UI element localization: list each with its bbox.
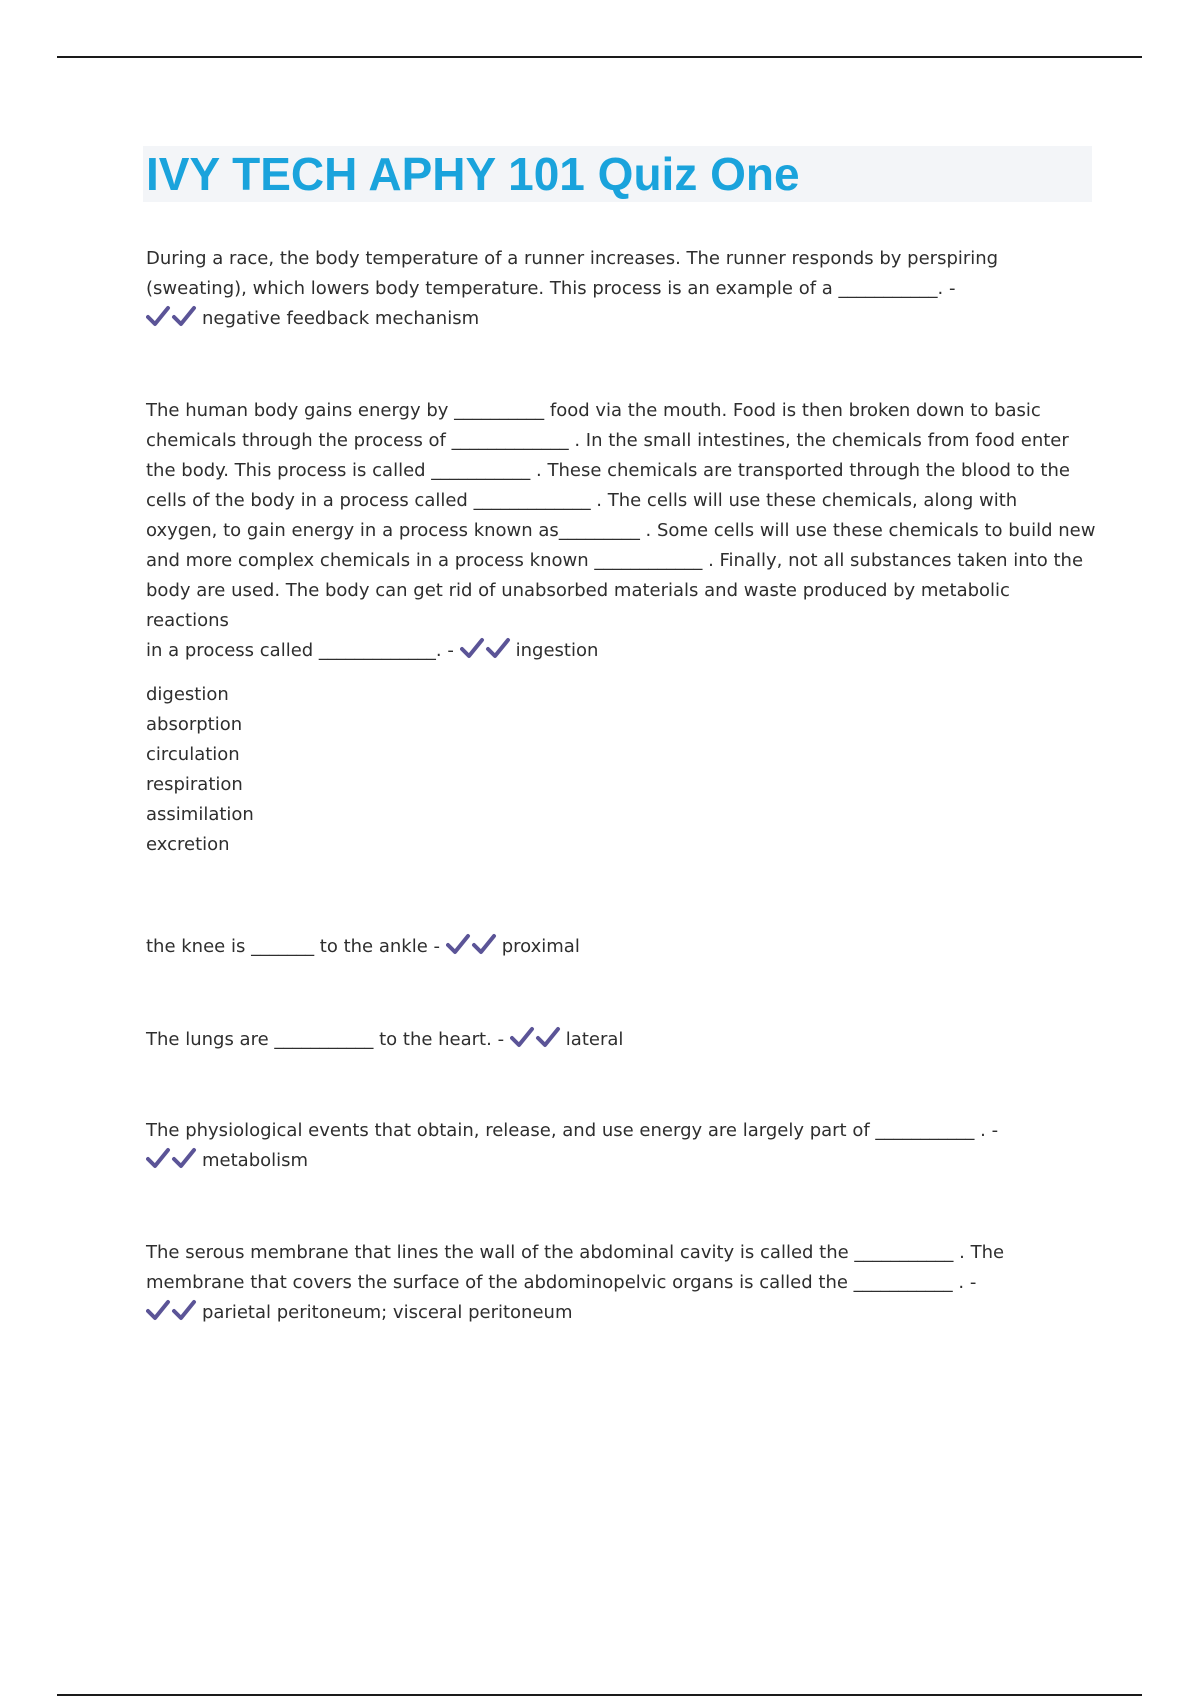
question-2-line-5: oxygen, to gain energy in a process known as_________ . Some cells will use these chemicals to build new bbox=[146, 520, 1096, 541]
question-4-answer: lateral bbox=[565, 1029, 624, 1050]
question-5-answer-line bbox=[146, 1146, 1096, 1176]
list-item: circulation bbox=[146, 744, 240, 765]
question-5 bbox=[146, 1116, 1096, 1176]
question-1-answer-line bbox=[146, 304, 1096, 334]
question-3-text: the knee is _______ to the ankle - bbox=[146, 936, 440, 957]
list-item: excretion bbox=[146, 834, 230, 855]
list-item: respiration bbox=[146, 774, 243, 795]
list-item: digestion bbox=[146, 684, 229, 705]
list-item: absorption bbox=[146, 714, 243, 735]
quiz-content bbox=[146, 244, 1096, 1328]
question-2-answer: ingestion bbox=[515, 640, 599, 661]
question-3 bbox=[146, 932, 1096, 962]
question-1 bbox=[146, 244, 1096, 334]
question-6-line-1: The serous membrane that lines the wall of the abdominal cavity is called the ___________ . The bbox=[146, 1242, 1005, 1263]
question-2-line-6: and more complex chemicals in a process known ____________ . Finally, not all substances taken into the bbox=[146, 550, 1084, 571]
question-4-text: The lungs are ___________ to the heart. - bbox=[146, 1029, 505, 1050]
question-2-line-2: chemicals through the process of _____________ . In the small intestines, the chemicals from food enter bbox=[146, 430, 1069, 451]
question-2-line-1: The human body gains energy by __________ food via the mouth. Food is then broken down to basic bbox=[146, 400, 1041, 421]
question-2 bbox=[146, 396, 1096, 860]
question-2-answer-list bbox=[146, 680, 1096, 860]
question-6-answer-line bbox=[146, 1298, 1096, 1328]
top-rule bbox=[57, 56, 1142, 58]
double-check-icon bbox=[146, 1147, 198, 1169]
question-6-line-2: membrane that covers the surface of the abdominopelvic organs is called the ___________ . - bbox=[146, 1272, 977, 1293]
question-3-line bbox=[146, 932, 1096, 962]
question-1-line-1: During a race, the body temperature of a runner increases. The runner responds by perspiring bbox=[146, 248, 999, 269]
question-6-answer: parietal peritoneum; visceral peritoneum bbox=[202, 1302, 573, 1323]
list-item: assimilation bbox=[146, 804, 254, 825]
question-2-line-3: the body. This process is called ___________ . These chemicals are transported through the blood to the bbox=[146, 460, 1070, 481]
question-5-answer: metabolism bbox=[202, 1150, 309, 1171]
question-2-line-4: cells of the body in a process called _____________ . The cells will use these chemicals, along with bbox=[146, 490, 1018, 511]
double-check-icon bbox=[146, 305, 198, 327]
double-check-icon bbox=[460, 637, 512, 659]
question-5-line-1: The physiological events that obtain, release, and use energy are largely part of ___________ . - bbox=[146, 1120, 999, 1141]
double-check-icon bbox=[510, 1026, 562, 1048]
question-3-answer: proximal bbox=[501, 936, 580, 957]
question-2-line-7: body are used. The body can get rid of unabsorbed materials and waste produced by metabolic reactions bbox=[146, 580, 1010, 631]
question-4 bbox=[146, 1025, 1096, 1055]
question-1-line-2: (sweating), which lowers body temperature. This process is an example of a ___________. - bbox=[146, 278, 956, 299]
double-check-icon bbox=[446, 933, 498, 955]
question-4-line bbox=[146, 1025, 1096, 1055]
question-1-answer: negative feedback mechanism bbox=[202, 308, 480, 329]
question-2-line-8-text: in a process called _____________. - bbox=[146, 640, 454, 661]
document-title: IVY TECH APHY 101 Quiz One bbox=[146, 148, 800, 200]
question-2-line-8 bbox=[146, 636, 1096, 666]
double-check-icon bbox=[146, 1299, 198, 1321]
question-6 bbox=[146, 1238, 1096, 1328]
bottom-rule bbox=[57, 1694, 1142, 1696]
